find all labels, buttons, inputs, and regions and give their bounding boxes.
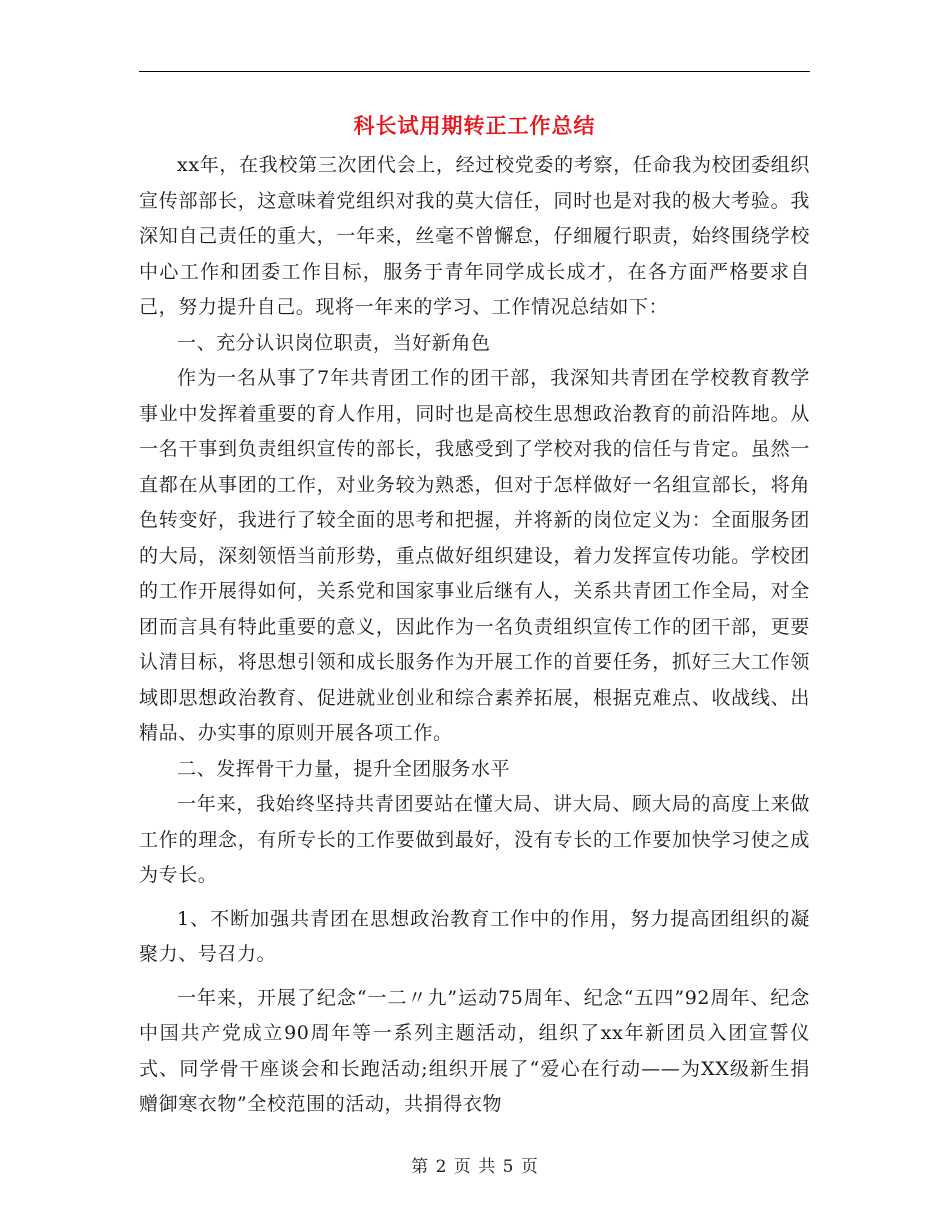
subsection-1-paragraph: 一年来，开展了纪念“一二〃九”运动75周年、纪念“五四”92周年、纪念中国共产党成立90周年等一系列主题活动，组织了xx年新团员入团宣誓仪式、同学骨干座谈会和长跑活动;组织开展了“爱心在行动——为XX级新生捐赠御寒衣物”全校范围的活动，共捐得衣物 [139,986,810,1115]
section-2-paragraph: 一年来，我始终坚持共青团要站在懂大局、讲大局、顾大局的高度上来做工作的理念，有所专长的工作要做到最好，没有专长的工作要加快学习使之成为专长。 [139,793,810,886]
subsection-heading-1: 1、不断加强共青团在思想政治教育工作中的作用，努力提高团组织的凝聚力、号召力。 [139,907,810,965]
page-number: 第 2 页 共 5 页 [411,1157,539,1177]
intro-paragraph: xx年，在我校第三次团代会上，经过校党委的考察，任命我为校团委组织宣传部部长，这意味着党组织对我的莫大信任，同时也是对我的极大考验。我深知自己责任的重大，一年来，丝毫不曾懈怠，仔细履行职责，始终围绕学校中心工作和团委工作目标，服务于青年同学成长成才，在各方面严格要求自己，努力提升自己。现将一年来的学习、工作情况总结如下： [139,154,810,318]
document-body [139,148,810,1123]
header-rule [139,71,810,72]
section-heading-2: 二、发挥骨干力量，提升全团服务水平 [177,757,511,780]
section-heading-1: 一、充分认识岗位职责，当好新角色 [177,331,491,354]
document-title: 科长试用期转正工作总结 [353,113,596,138]
section-1-paragraph: 作为一名从事了7年共青团工作的团干部，我深知共青团在学校教育教学事业中发挥着重要的育人作用，同时也是高校生思想政治教育的前沿阵地。从一名干事到负责组织宣传的部长，我感受到了学校对我的信任与肯定。虽然一直都在从事团的工作，对业务较为熟悉，但对于怎样做好一名组宣部长，将角色转变好，我进行了较全面的思考和把握，并将新的岗位定义为：全面服务团的大局，深刻领悟当前形势，重点做好组织建设，着力发挥宣传功能。学校团的工作开展得如何，关系党和国家事业后继有人，关系共青团工作全局，对全团而言具有特此重要的意义，因此作为一名负责组织宣传工作的团干部，更要认清目标，将思想引领和成长服务作为开展工作的首要任务，抓好三大工作领域即思想政治教育、促进就业创业和综合素养拓展，根据克难点、收战线、出精品、办实事的原则开展各项工作。 [139,367,810,744]
